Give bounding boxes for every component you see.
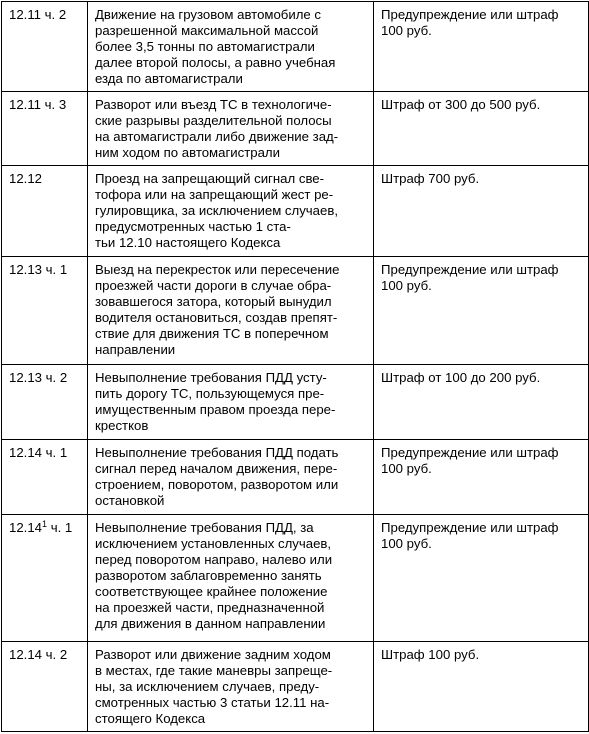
offense-line: остановкой [95,493,165,508]
penalty-line: 100 руб. [381,23,432,38]
offense-line: водителя остановиться, создав препят- [95,310,338,325]
penalty-line: Штраф от 100 до 200 руб. [381,370,541,385]
penalty-cell [374,440,589,515]
penalty-cell [374,515,589,642]
offense-line: Разворот или въезд ТС в технологиче- [95,97,332,112]
table-row [2,166,589,257]
article-superscript: 1 [42,519,48,529]
offense-line: Невыполнение требования ПДД подать [95,445,339,460]
table-row [2,515,589,642]
offense-line: смотренных частью 3 статьи 12.11 на- [95,695,330,710]
offense-line: Невыполнение требования ПДД, за [95,520,314,535]
article-cell: 12.14 ч. 1 [2,440,88,515]
article-cell: 12.14 ч. 2 [2,642,88,732]
penalty-line: Штраф 700 руб. [381,171,480,186]
penalty-cell [374,365,589,440]
table-row [2,365,589,440]
article-cell: 12.13 ч. 1 [2,257,88,365]
offense-line: гулировщика, за исключением случаев, [95,203,339,218]
offense-line: более 3,5 тонны по автомагистрали [95,39,315,54]
article-cell [2,515,88,642]
article-part: ч. 1 [47,520,73,535]
offense-line: имущественным правом проезда пере- [95,402,336,417]
offense-line: разрешенной максимальной массой [95,23,319,38]
offense-line: Проезд на запрещающий сигнал све- [95,171,325,186]
article-cell: 12.11 ч. 3 [2,92,88,166]
offense-cell [88,365,374,440]
table-row [2,440,589,515]
offense-line: на проезжей части, предназначенной [95,600,325,615]
penalty-line: Предупреждение или штраф [381,445,559,460]
offense-line: разворотом заблаговременно занять [95,568,322,583]
penalty-line: 100 руб. [381,536,432,551]
penalty-cell [374,166,589,257]
penalty-line: 100 руб. [381,461,432,476]
offense-line: в местах, где такие маневры запреще- [95,663,333,678]
penalty-cell [374,2,589,92]
offense-line: Движение на грузовом автомобиле с [95,7,322,22]
penalty-cell [374,642,589,732]
offense-line: тофора или на запрещающий жест ре- [95,187,334,202]
offense-cell [88,642,374,732]
offense-cell [88,166,374,257]
offense-line: соответствующее крайнее положение [95,584,328,599]
penalty-line: Штраф от 300 до 500 руб. [381,97,541,112]
penalty-line: Предупреждение или штраф [381,7,559,22]
penalty-line: Предупреждение или штраф [381,520,559,535]
table-row [2,257,589,365]
offense-line: ские разрывы разделительной полосы [95,113,332,128]
penalty-line: 100 руб. [381,278,432,293]
offense-line: проезжей части дороги в случае обра- [95,278,332,293]
penalty-line: Штраф 100 руб. [381,647,480,662]
offense-line: Выезд на перекресток или пересечение [95,262,340,277]
offense-line: перед поворотом направо, налево или [95,552,333,567]
offense-line: ним ходом по автомагистрали [95,145,280,160]
table-row [2,2,589,92]
offense-line: езда по автомагистрали [95,71,243,86]
offense-line: далее второй полосы, а равно учебная [95,55,336,70]
offense-line: сигнал перед началом движения, пере- [95,461,338,476]
offense-line: ствие для движения ТС в поперечном [95,326,329,341]
article-cell: 12.13 ч. 2 [2,365,88,440]
offense-line: тьи 12.10 настоящего Кодекса [95,235,281,250]
offense-line: стоящего Кодекса [95,711,206,726]
offense-cell [88,92,374,166]
penalty-line: Предупреждение или штраф [381,262,559,277]
offense-line: пить дорогу ТС, пользующемуся пре- [95,386,325,401]
article-cell: 12.12 [2,166,88,257]
offense-cell [88,2,374,92]
penalty-cell [374,257,589,365]
fines-table [1,1,589,732]
table-row [2,92,589,166]
offense-line: исключением установленных случаев, [95,536,332,551]
offense-line: Невыполнение требования ПДД усту- [95,370,327,385]
offense-cell [88,515,374,642]
offense-line: Разворот или движение задним ходом [95,647,331,662]
penalty-cell [374,92,589,166]
offense-line: зовавшегося затора, который вынудил [95,294,332,309]
offense-line: ны, за исключением случаев, преду- [95,679,320,694]
offense-line: строением, поворотом, разворотом или [95,477,339,492]
fines-table-body [2,2,589,732]
article-cell: 12.11 ч. 2 [2,2,88,92]
offense-line: предусмотренных частью 1 ста- [95,219,291,234]
article-number: 12.14 [9,520,43,535]
offense-line: направлении [95,342,176,357]
offense-line: для движения в данном направлении [95,616,326,631]
offense-cell [88,257,374,365]
offense-line: на автомагистрали либо движение зад- [95,129,339,144]
offense-line: крестков [95,418,149,433]
table-row [2,642,589,732]
offense-cell [88,440,374,515]
